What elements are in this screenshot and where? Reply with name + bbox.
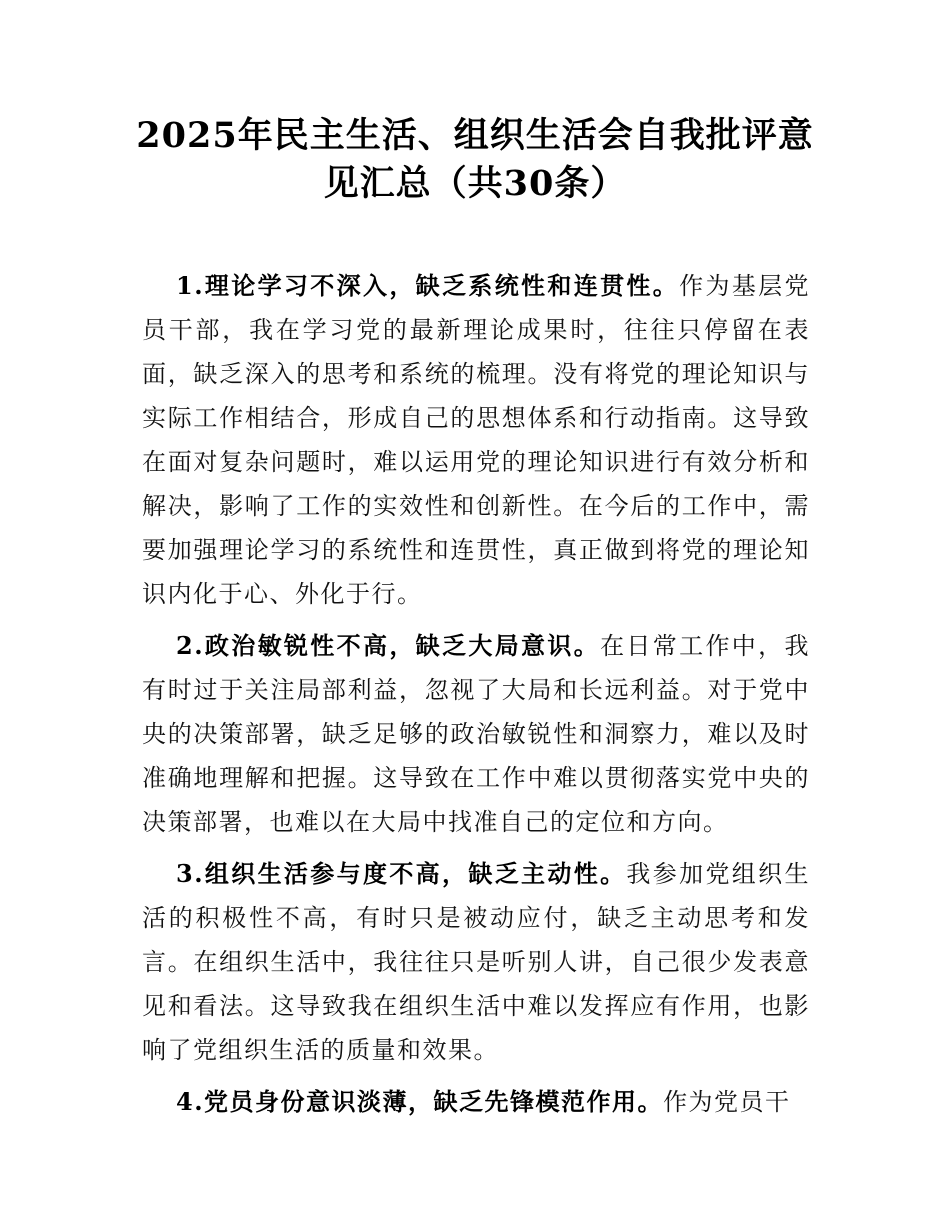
paragraph-2 [142, 624, 810, 844]
document-title: 2025年民主生活、组织生活会自我批评意见汇总（共30条） [136, 115, 814, 204]
paragraph-3-heading: 3.组织生活参与度不高，缺乏主动性。 [176, 859, 627, 888]
paragraph-3-text: 我参加党组织生活的积极性不高，有时只是被动应付，缺乏主动思考和发言。在组织生活中，我往往只是听别人讲，自己很少发表意见和看法。这导致我在组织生活中难以发挥应有作用，也影响了党组织生活的质量和效果。 [142, 860, 810, 1064]
paragraph-1 [142, 264, 810, 616]
paragraph-4-text: 作为党员干 [663, 1088, 791, 1116]
paragraph-3 [142, 852, 810, 1072]
paragraph-1-text: 作为基层党员干部，我在学习党的最新理论成果时，往往只停留在表面，缺乏深入的思考和系统的梳理。没有将党的理论知识与实际工作相结合，形成自己的思想体系和行动指南。这导致在面对复杂问题时，难以运用党的理论知识进行有效分析和解决，影响了工作的实效性和创新性。在今后的工作中，需要加强理论学习的系统性和连贯性，真正做到将党的理论知识内化于心、外化于行。 [142, 272, 811, 608]
paragraph-4-heading: 4.党员身份意识淡薄，缺乏先锋模范作用。 [176, 1087, 664, 1116]
paragraph-4 [142, 1080, 810, 1124]
paragraph-2-heading: 2.政治敏锐性不高，缺乏大局意识。 [176, 631, 601, 660]
paragraph-1-heading: 1.理论学习不深入，缺乏系统性和连贯性。 [176, 271, 680, 300]
document-body [142, 264, 810, 1132]
paragraph-2-text: 在日常工作中，我有时过于关注局部利益，忽视了大局和长远利益。对于党中央的决策部署，缺乏足够的政治敏锐性和洞察力，难以及时准确地理解和把握。这导致在工作中难以贯彻落实党中央的决策部署，也难以在大局中找准自己的定位和方向。 [142, 632, 810, 836]
